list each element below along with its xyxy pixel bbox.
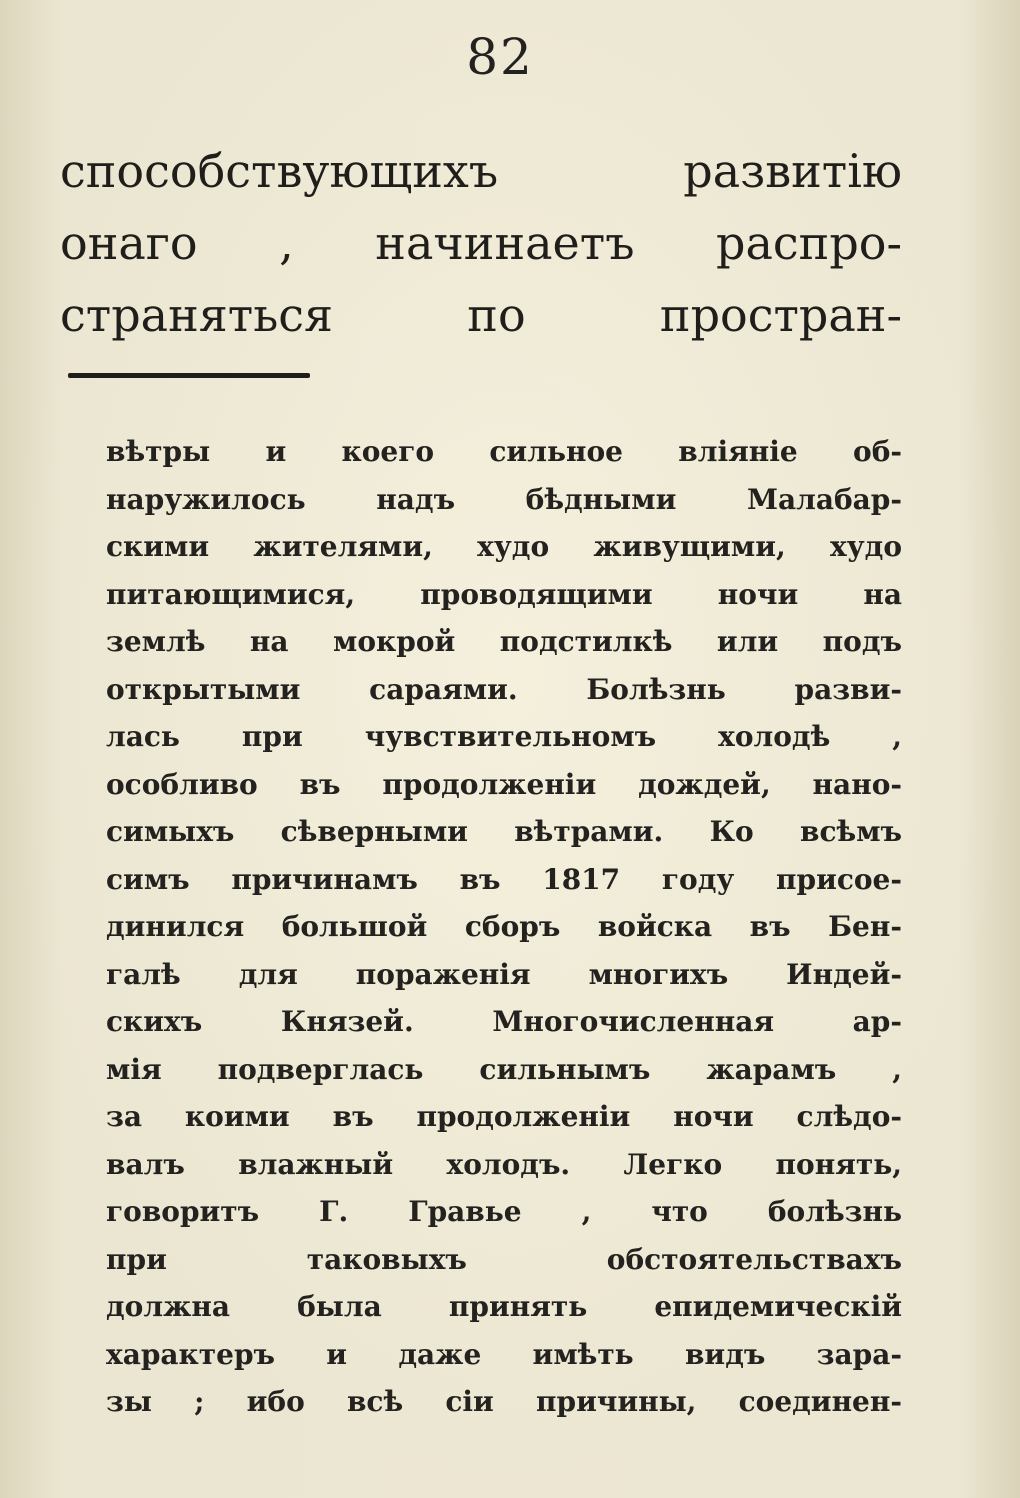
footnote-line: открытыми сараями. Болѣзнь разви- bbox=[106, 672, 902, 706]
main-text bbox=[60, 135, 902, 351]
footnote-separator bbox=[68, 373, 310, 378]
footnote-line: симыхъ сѣверными вѣтрами. Ко всѣмъ bbox=[106, 815, 902, 848]
footnote-line: скихъ Князей. Многочисленная ар- bbox=[106, 1005, 902, 1038]
footnote-text bbox=[106, 428, 902, 1426]
footnote-line: симъ причинамъ въ 1817 году присое- bbox=[106, 862, 902, 896]
footnote-line: динился большой сборъ войска въ Бен- bbox=[106, 910, 902, 943]
footnote-line: особливо въ продолженіи дождей, нано- bbox=[106, 767, 902, 801]
footnote-line: за коими въ продолженіи ночи слѣдо- bbox=[106, 1100, 902, 1133]
footnote-line: характеръ и даже имѣть видъ зара- bbox=[106, 1337, 902, 1371]
page-number: 82 bbox=[466, 28, 534, 86]
footnote-line: лась при чувствительномъ холодѣ , bbox=[106, 720, 902, 753]
footnote-line: говоритъ Г. Гравье , что болѣзнь bbox=[106, 1195, 902, 1228]
footnote-line: наружилось надъ бѣдными Малабар- bbox=[106, 482, 902, 516]
footnote-line: вѣтры и коего сильное вліяніе об- bbox=[106, 435, 902, 468]
footnote-line: скими жителями, худо живущими, худо bbox=[106, 530, 902, 563]
footnote-line: галѣ для пораженія многихъ Индей- bbox=[106, 957, 902, 991]
footnote-line: питающимися, проводящими ночи на bbox=[106, 577, 902, 611]
footnote-line: должна была принять епидемическій bbox=[106, 1290, 902, 1323]
footnote-line: зы ; ибо всѣ сіи причины, соединен- bbox=[106, 1385, 902, 1418]
main-text-line: онаго , начинаетъ распро- bbox=[60, 216, 902, 270]
footnote-line: при таковыхъ обстоятельствахъ bbox=[106, 1242, 902, 1276]
footnote-line: мія подверглась сильнымъ жарамъ , bbox=[106, 1052, 902, 1086]
footnote-line: валъ влажный холодъ. Легко понять, bbox=[106, 1147, 902, 1181]
main-text-line: страняться по простран- bbox=[60, 288, 902, 342]
footnote-line: землѣ на мокрой подстилкѣ или подъ bbox=[106, 625, 902, 658]
main-text-line: способствующихъ развитію bbox=[60, 144, 902, 198]
